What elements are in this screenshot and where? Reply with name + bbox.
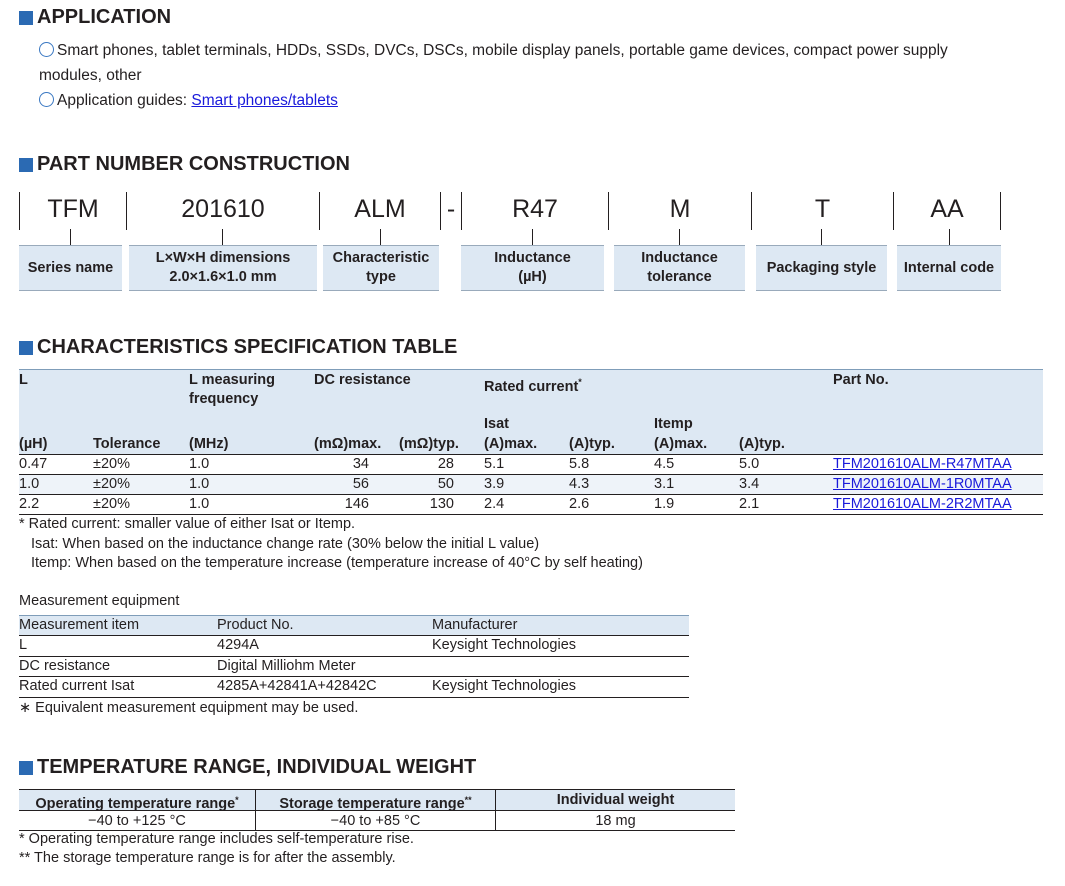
part-number-codes: [0, 192, 1065, 230]
code-tolerance: M: [669, 195, 691, 223]
storage-temp-note: ** The storage temperature range is for after the assembly.: [19, 850, 396, 866]
part-number-title: PART NUMBER CONSTRUCTION: [37, 153, 350, 175]
label-internal-code: Internal code: [897, 245, 1001, 291]
code-dash: -: [446, 195, 456, 223]
section-square-icon: [19, 341, 33, 355]
label-packaging-style: Packaging style: [756, 245, 887, 291]
measurement-table: [19, 615, 689, 698]
application-line-1-cont: modules, other: [39, 67, 142, 84]
label-inductance-tolerance: Inductance tolerance: [614, 245, 745, 291]
table-row: DC resistance Digital Milliohm Meter: [19, 657, 689, 678]
part-link-r47[interactable]: TFM201610ALM-R47MTAA: [833, 456, 1012, 472]
application-line-1: Smart phones, tablet terminals, HDDs, SSDs, DVCs, DSCs, mobile display panels, portable game devices, compact power supply: [39, 42, 948, 60]
temperature-table: [19, 789, 735, 831]
code-dimensions: 201610: [181, 195, 265, 223]
label-dimensions: L×W×H dimensions 2.0×1.6×1.0 mm: [129, 245, 317, 291]
table-row: L 4294A Keysight Technologies: [19, 636, 689, 657]
application-guides: Application guides: Smart phones/tablets: [39, 92, 338, 110]
code-packaging: T: [814, 195, 831, 223]
table-row: 0.47 ±20% 1.0 34 28 5.1 5.8 4.5 5.0 TFM201610ALM-R47MTAA: [19, 455, 1043, 475]
code-series: TFM: [47, 195, 99, 223]
table-row: 1.0 ±20% 1.0 56 50 3.9 4.3 3.1 3.4 TFM201610ALM-1R0MTAA: [19, 475, 1043, 495]
part-link-1r0[interactable]: TFM201610ALM-1R0MTAA: [833, 476, 1012, 492]
label-characteristic-type: Characteristic type: [323, 245, 439, 291]
rated-current-note: * Rated current: smaller value of either Isat or Itemp.: [19, 516, 356, 532]
circle-bullet-icon: [39, 42, 54, 57]
table-row: −40 to +125 °C −40 to +85 °C 18 mg: [19, 811, 735, 830]
part-number-heading: [19, 153, 350, 176]
operating-temp-note: * Operating temperature range includes self-temperature rise.: [19, 831, 414, 847]
application-title: APPLICATION: [37, 6, 172, 28]
measurement-note: ∗ Equivalent measurement equipment may be used.: [19, 700, 359, 716]
spec-table-title: CHARACTERISTICS SPECIFICATION TABLE: [37, 336, 458, 358]
section-square-icon: [19, 11, 33, 25]
spec-table: [19, 369, 1043, 515]
section-square-icon: [19, 761, 33, 775]
spec-table-heading: [19, 336, 457, 359]
temperature-heading: [19, 756, 476, 779]
isat-note: Isat: When based on the inductance change rate (30% below the initial L value): [31, 536, 540, 552]
application-heading: [19, 6, 171, 29]
temperature-title: TEMPERATURE RANGE, INDIVIDUAL WEIGHT: [37, 756, 477, 778]
measurement-caption: Measurement equipment: [19, 593, 180, 609]
temperature-table-header: Operating temperature range* Storage temperature range** Individual weight: [19, 790, 735, 811]
code-characteristic: ALM: [354, 195, 406, 223]
spec-table-header: L L measuring frequency DC resistance Rated current* Part No. Isat Itemp (µH) Tolerance (MHz) (mΩ)max. (mΩ)typ. (A)max. (A)typ. (A)max. (A)typ.: [19, 369, 1043, 455]
application-guide-link[interactable]: Smart phones/tablets: [191, 92, 338, 109]
measurement-table-header: Measurement item Product No. Manufacturer: [19, 615, 689, 636]
itemp-note: Itemp: When based on the temperature increase (temperature increase of 40°C by self heating): [31, 555, 643, 571]
section-square-icon: [19, 158, 33, 172]
circle-bullet-icon: [39, 92, 54, 107]
code-internal: AA: [930, 195, 964, 223]
code-inductance: R47: [512, 195, 558, 223]
table-row: Rated current Isat 4285A+42841A+42842C Keysight Technologies: [19, 677, 689, 698]
label-series-name: Series name: [19, 245, 122, 291]
table-row: 2.2 ±20% 1.0 146 130 2.4 2.6 1.9 2.1 TFM201610ALM-2R2MTAA: [19, 495, 1043, 515]
part-link-2r2[interactable]: TFM201610ALM-2R2MTAA: [833, 496, 1012, 512]
label-inductance: Inductance (µH): [461, 245, 604, 291]
